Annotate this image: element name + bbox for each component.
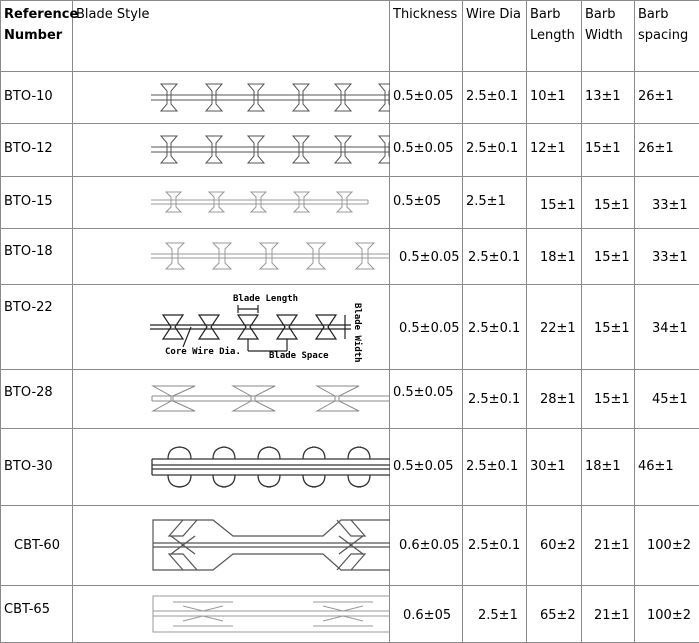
wire-dia-cell: 2.5±1 [478, 608, 518, 623]
wire-dia-cell: 2.5±0.1 [468, 321, 520, 336]
barb-length-cell: 18±1 [540, 250, 576, 265]
razor-wire-bto18-image [73, 229, 390, 284]
barb-spacing-cell: 33±1 [652, 250, 688, 265]
barb-spacing-cell: 45±1 [652, 392, 688, 407]
barb-spacing-cell: 26±1 [638, 141, 674, 156]
header-barb-length: Barb Length [527, 1, 582, 72]
blade-style-image [73, 429, 390, 506]
reference-cell: BTO-15 [4, 194, 53, 209]
blade-style-image [73, 229, 390, 285]
barb-spacing-cell: 33±1 [652, 198, 688, 213]
thickness-cell: 0.6±05 [403, 608, 451, 623]
blade-style-image [73, 177, 390, 229]
reference-cell: CBT-65 [4, 602, 50, 617]
wire-dia-cell: 2.5±1 [466, 194, 506, 209]
razor-wire-cbt60-image [73, 506, 390, 585]
table-row [1, 506, 699, 586]
header-thickness: Thickness [390, 1, 463, 72]
barb-width-cell: 21±1 [594, 538, 630, 553]
header-reference-number: Reference Number [1, 1, 73, 72]
reference-cell: BTO-18 [4, 244, 53, 259]
header-barb-spacing: Barb spacing [635, 1, 699, 72]
barb-width-cell: 13±1 [585, 89, 621, 104]
blade-style-image [73, 586, 390, 643]
wire-dia-cell: 2.5±0.1 [468, 392, 520, 407]
blade-style-image [73, 506, 390, 586]
wire-dia-cell: 2.5±0.1 [466, 141, 518, 156]
barb-spacing-cell: 100±2 [647, 538, 691, 553]
barb-width-cell: 18±1 [585, 459, 621, 474]
barb-spacing-cell: 100±2 [647, 608, 691, 623]
thickness-cell: 0.5±0.05 [393, 141, 454, 156]
reference-cell: BTO-30 [4, 459, 53, 474]
razor-wire-bto22-diagram [73, 285, 390, 369]
table-row [1, 285, 699, 370]
blade-length-label: Blade Length [233, 294, 298, 304]
header-barb-width: Barb Width [582, 1, 635, 72]
thickness-cell: 0.5±0.05 [399, 321, 460, 336]
thickness-cell: 0.5±0.05 [393, 385, 454, 400]
barb-length-cell: 60±2 [540, 538, 576, 553]
table-row [1, 586, 699, 643]
table-row [1, 72, 699, 124]
thickness-cell: 0.5±0.05 [393, 89, 454, 104]
reference-cell: BTO-12 [4, 141, 53, 156]
blade-space-label: Blade Space [269, 351, 329, 361]
barb-width-cell: 15±1 [594, 321, 630, 336]
razor-wire-bto10-image [73, 72, 390, 123]
razor-wire-bto12-image [73, 124, 390, 176]
razor-wire-bto28-image [73, 370, 390, 428]
header-row [1, 1, 699, 72]
barb-width-cell: 15±1 [594, 250, 630, 265]
wire-dia-cell: 2.5±0.1 [468, 538, 520, 553]
barb-length-cell: 15±1 [540, 198, 576, 213]
table-row [1, 229, 699, 285]
header-wire-dia: Wire Dia [463, 1, 527, 72]
razor-wire-cbt65-image [73, 586, 390, 642]
barb-length-cell: 10±1 [530, 89, 566, 104]
table-row [1, 177, 699, 229]
barb-length-cell: 22±1 [540, 321, 576, 336]
thickness-cell: 0.6±0.05 [399, 538, 460, 553]
table-row [1, 429, 699, 506]
barb-spacing-cell: 46±1 [638, 459, 674, 474]
blade-style-image [73, 370, 390, 429]
barb-spacing-cell: 34±1 [652, 321, 688, 336]
blade-width-label: Blade Width [352, 303, 363, 363]
blade-style-image [73, 72, 390, 124]
barb-spacing-cell: 26±1 [638, 89, 674, 104]
barb-width-cell: 21±1 [594, 608, 630, 623]
barb-length-cell: 28±1 [540, 392, 576, 407]
blade-style-image [73, 124, 390, 177]
table-row [1, 124, 699, 177]
blade-style-image [73, 285, 390, 370]
barb-length-cell: 65±2 [540, 608, 576, 623]
wire-dia-cell: 2.5±0.1 [468, 250, 520, 265]
barb-width-cell: 15±1 [594, 198, 630, 213]
razor-wire-bto15-image [73, 177, 390, 228]
header-blade-style: Blade Style [73, 1, 390, 72]
razor-wire-bto30-image [73, 429, 390, 505]
thickness-cell: 0.5±05 [393, 194, 441, 209]
barb-length-cell: 30±1 [530, 459, 566, 474]
barb-width-cell: 15±1 [585, 141, 621, 156]
thickness-cell: 0.5±0.05 [399, 250, 460, 265]
reference-cell: BTO-10 [4, 89, 53, 104]
reference-cell: BTO-22 [4, 300, 53, 315]
barb-width-cell: 15±1 [594, 392, 630, 407]
barb-length-cell: 12±1 [530, 141, 566, 156]
wire-dia-cell: 2.5±0.1 [466, 459, 518, 474]
table-row [1, 370, 699, 429]
reference-cell: CBT-60 [14, 538, 60, 553]
wire-dia-cell: 2.5±0.1 [466, 89, 518, 104]
core-wire-label: Core Wire Dia. [165, 346, 241, 357]
thickness-cell: 0.5±0.05 [393, 459, 454, 474]
reference-cell: BTO-28 [4, 385, 53, 400]
